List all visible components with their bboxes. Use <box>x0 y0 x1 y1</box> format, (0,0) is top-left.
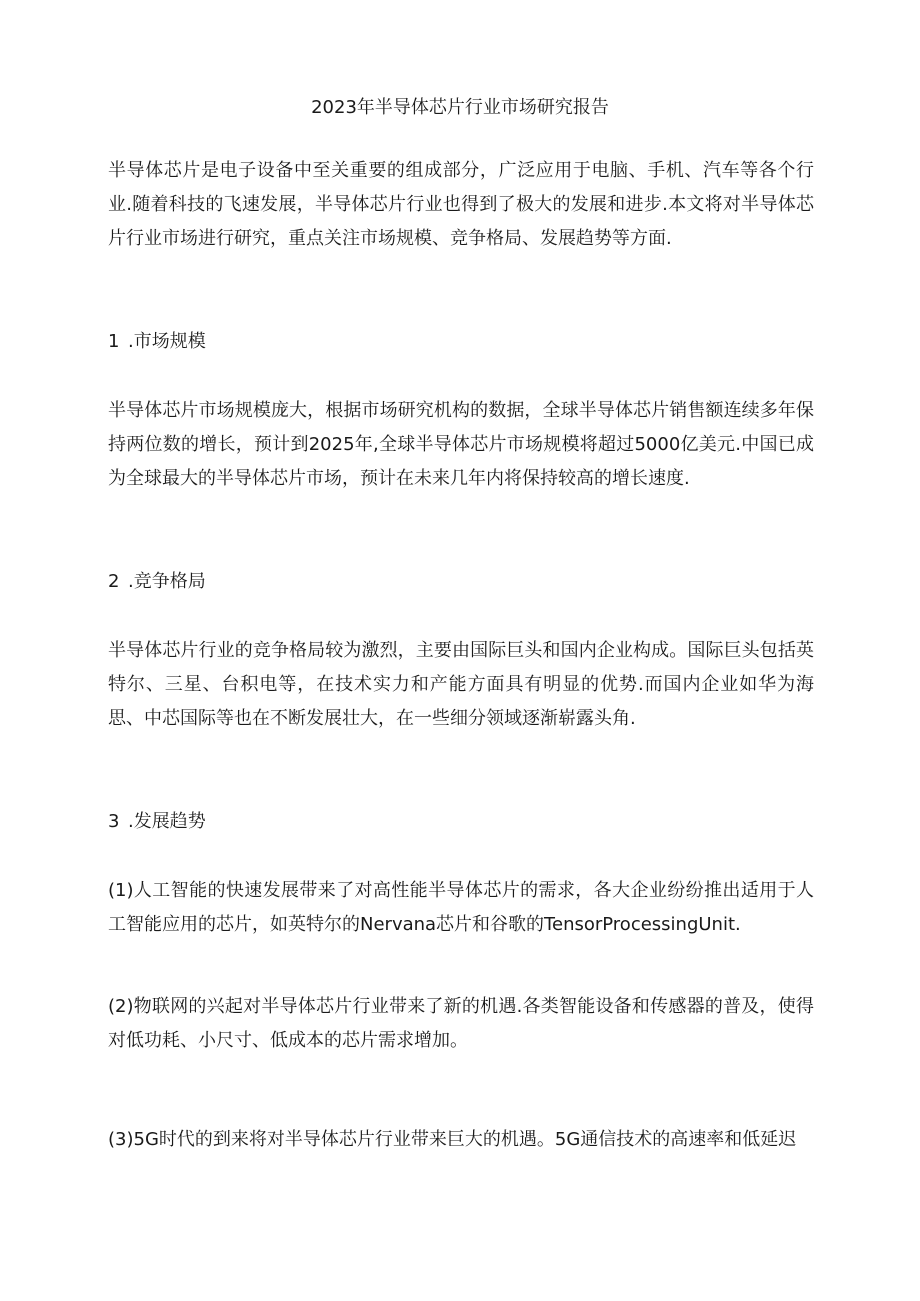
competition-paragraph: 半导体芯片行业的竞争格局较为激烈，主要由国际巨头和国内企业构成。国际巨头包括英特尔、三星、台积电等，在技术实力和产能方面具有明显的优势.而国内企业如华为海思、中芯国际等也在不断发展壮大，在一些细分领域逐渐崭露头角. <box>108 640 814 729</box>
section-title: .发展趋势 <box>128 811 206 832</box>
market-size-paragraph: 半导体芯片市场规模庞大，根据市场研究机构的数据，全球半导体芯片销售额连续多年保持两位数的增长，预计到2025年,全球半导体芯片市场规模将超过5000亿美元.中国已成为全球最大的半导体芯片市场，预计在未来几年内将保持较高的增长速度. <box>108 400 814 489</box>
trend-paragraph-ai: (1)人工智能的快速发展带来了对高性能半导体芯片的需求，各大企业纷纷推出适用于人工智能应用的芯片，如英特尔的Nervana芯片和谷歌的TensorProcessingUnit. <box>108 880 814 935</box>
section-number: 3 <box>108 811 120 832</box>
intro-paragraph: 半导体芯片是电子设备中至关重要的组成部分，广泛应用于电脑、手机、汽车等各个行业.随着科技的飞速发展，半导体芯片行业也得到了极大的发展和进步.本文将对半导体芯片行业市场进行研究，重点关注市场规模、竞争格局、发展趋势等方面. <box>108 160 814 249</box>
section-heading-competition <box>108 569 206 595</box>
section-number: 2 <box>108 571 120 592</box>
section-heading-market-size <box>108 329 206 355</box>
section-title: .市场规模 <box>128 331 206 352</box>
section-heading-trends <box>108 809 206 835</box>
trend-paragraph-5g: (3)5G时代的到来将对半导体芯片行业带来巨大的机遇。5G通信技术的高速率和低延迟 <box>108 1129 797 1150</box>
document-title: 2023年半导体芯片行业市场研究报告 <box>311 97 609 118</box>
section-number: 1 <box>108 331 120 352</box>
trend-paragraph-iot: (2)物联网的兴起对半导体芯片行业带来了新的机遇.各类智能设备和传感器的普及，使得对低功耗、小尺寸、低成本的芯片需求增加。 <box>108 996 814 1051</box>
section-title: .竞争格局 <box>128 571 206 592</box>
